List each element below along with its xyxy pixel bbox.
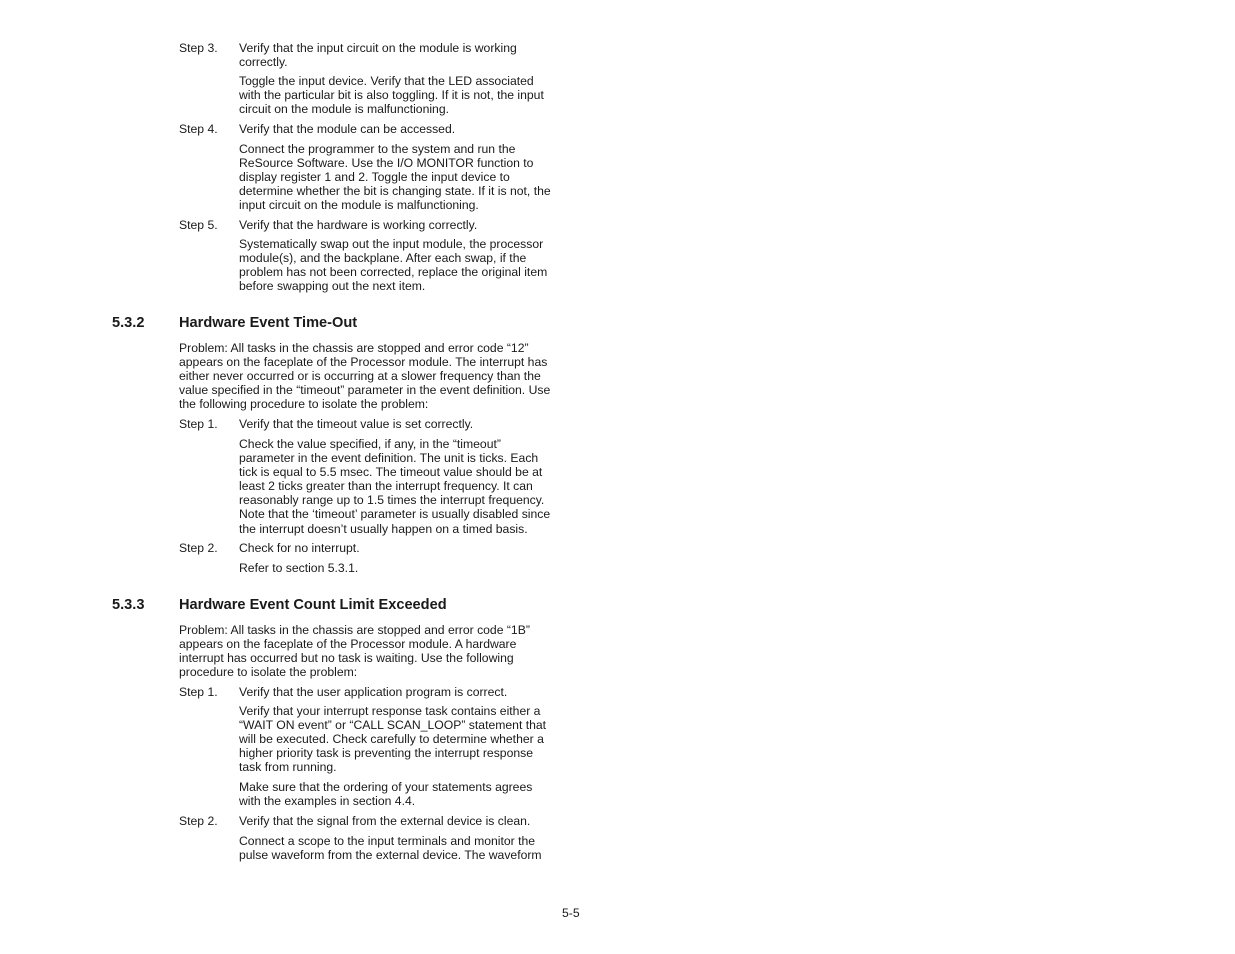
section-5-3-2-step-2-label: Step 2. [179, 541, 218, 555]
section-5-3-3-step-1-label: Step 1. [179, 685, 218, 699]
section-5-3-2-problem: Problem: All tasks in the chassis are stopped and error code “12” appears on the faceplate of the Processor module. The interrupt has either never occurred or is occurring at a slower frequency than the value specified in the “timeout” parameter in the event definition. Use the following procedure to isolate the problem: [179, 341, 551, 412]
section-5-3-2-step-2-detail: Refer to section 5.3.1. [239, 561, 359, 575]
step-5-label: Step 5. [179, 218, 218, 232]
section-5-3-3-problem: Problem: All tasks in the chassis are stopped and error code “1B” appears on the faceplate of the Processor module. A hardware interrupt has occurred but no task is waiting. Use the following procedure to isolate the problem: [179, 623, 530, 680]
step-4-detail: Connect the programmer to the system and run the ReSource Software. Use the I/O MONITOR function to display register 1 and 2. Toggle the input device to determine whether the bit is changing state. If it is not, the input circuit on the module is malfunctioning. [239, 142, 551, 213]
step-5-heading: Verify that the hardware is working correctly. [239, 218, 478, 232]
section-5-3-3-step-2-detail: Connect a scope to the input terminals and monitor the pulse waveform from the external device. The waveform [239, 834, 542, 863]
section-5-3-3-step-1-detail: Verify that your interrupt response task contains either a “WAIT ON event” or “CALL SCAN_LOOP” statement that will be executed. Check carefully to determine whether a higher priority task is preventing the interrupt response task from running. [239, 704, 547, 775]
step-3-detail: Toggle the input device. Verify that the LED associated with the particular bit is also toggling. If it is not, the input circuit on the module is malfunctioning. [239, 74, 544, 117]
section-5-3-3-number: 5.3.3 [112, 597, 145, 613]
section-5-3-2-step-2-heading: Check for no interrupt. [239, 541, 360, 555]
section-5-3-3-step-2-label: Step 2. [179, 814, 218, 828]
step-3-label: Step 3. [179, 41, 218, 55]
step-5-detail: Systematically swap out the input module, the processor module(s), and the backplane. After each swap, if the problem has not been corrected, replace the original item before swapping out the next item. [239, 237, 548, 294]
section-5-3-3-title: Hardware Event Count Limit Exceeded [179, 597, 447, 613]
section-5-3-2-step-1-heading: Verify that the timeout value is set correctly. [239, 417, 474, 431]
step-3-heading: Verify that the input circuit on the module is working correctly. [239, 41, 517, 70]
section-5-3-2-step-1-detail: Check the value specified, if any, in the “timeout” parameter in the event definition. The unit is ticks. Each tick is equal to 5.5 msec. The timeout value should be at least 2 ticks greater than the interrupt frequency. It can reasonably range up to 1.5 times the interrupt frequency. Note that the ‘timeout’ parameter is usually disabled since the interrupt doesn’t usually happen on a timed basis. [239, 437, 551, 536]
section-5-3-3-step-1-detail-2: Make sure that the ordering of your statements agrees with the examples in section 4.4. [239, 780, 533, 809]
section-5-3-2-step-1-label: Step 1. [179, 417, 218, 431]
section-5-3-3-step-2-heading: Verify that the signal from the external device is clean. [239, 814, 531, 828]
section-5-3-2-title: Hardware Event Time-Out [179, 315, 358, 331]
page-number: 5-5 [562, 906, 580, 920]
section-5-3-3-step-1-heading: Verify that the user application program is correct. [239, 685, 508, 699]
step-4-label: Step 4. [179, 122, 218, 136]
section-5-3-2-number: 5.3.2 [112, 315, 145, 331]
step-4-heading: Verify that the module can be accessed. [239, 122, 456, 136]
